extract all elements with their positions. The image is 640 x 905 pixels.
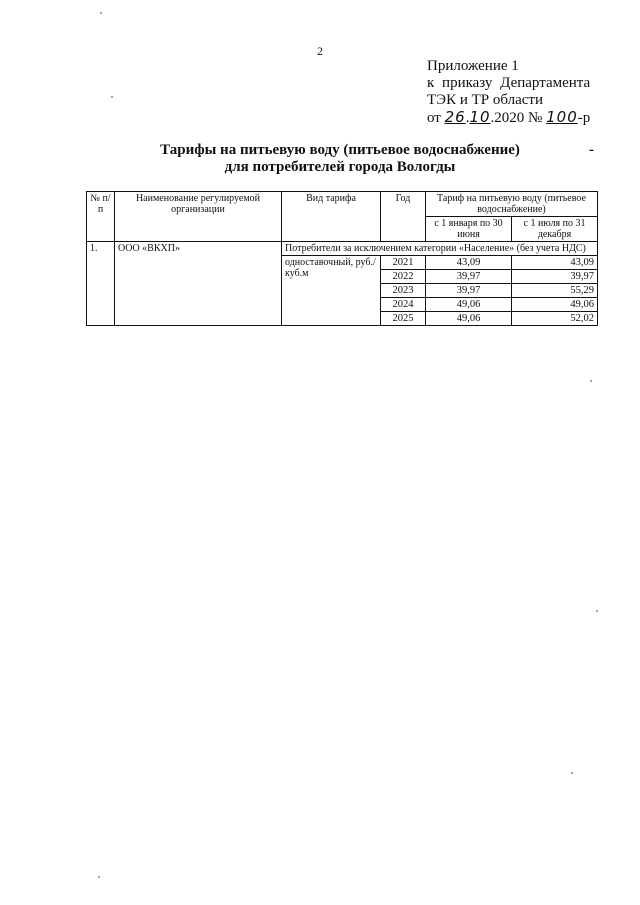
- consumer-category: Потребители за исключением категории «Население» (без учета НДС): [282, 242, 598, 256]
- year-cell: 2021: [381, 256, 426, 270]
- organization-name: ООО «ВКХП»: [115, 242, 282, 326]
- title-line-2: для потребителей города Вологды: [224, 159, 456, 175]
- title-line-1: Тарифы на питьевую воду (питьевое водоснабжение): [160, 142, 520, 158]
- scan-speck: [590, 380, 592, 382]
- date-separator: .: [465, 110, 470, 126]
- tariff-first-half: 49,06: [426, 298, 512, 312]
- scan-speck: [571, 772, 573, 774]
- date-month: 10: [469, 108, 491, 126]
- header-org: Наименование регулируемой организации: [115, 192, 282, 242]
- header-period-2: с 1 июля по 31 декабря: [512, 217, 598, 242]
- header-tariff: Тариф на питьевую воду (питьевое водоснабжение): [426, 192, 598, 217]
- header-type: Вид тарифа: [282, 192, 381, 242]
- appendix-department: ТЭК и ТР области: [427, 92, 543, 108]
- order-suffix: -р: [577, 110, 591, 126]
- date-prefix: от: [427, 110, 441, 126]
- scan-speck: [98, 876, 100, 878]
- year-cell: 2024: [381, 298, 426, 312]
- title-mark: -: [589, 142, 594, 158]
- row-number: 1.: [87, 242, 115, 326]
- tariff-second-half: 39,97: [512, 270, 598, 284]
- header-row: [87, 192, 598, 217]
- header-num: № п/п: [87, 192, 115, 242]
- tariff-second-half: 52,02: [512, 312, 598, 326]
- document-title: [60, 142, 620, 176]
- tariff-second-half: 55,29: [512, 284, 598, 298]
- date-year-and-number-sign: .2020 №: [490, 110, 543, 126]
- appendix-order-ref: к приказу Департамента: [427, 75, 591, 91]
- appendix-block: [427, 58, 627, 127]
- tariff-second-half: 43,09: [512, 256, 598, 270]
- tariff-first-half: 43,09: [426, 256, 512, 270]
- header-period-1: с 1 января по 30 июня: [426, 217, 512, 242]
- scan-speck: [100, 12, 102, 14]
- tariff-first-half: 39,97: [426, 270, 512, 284]
- tariff-table: [86, 191, 598, 326]
- appendix-date-line: [427, 109, 627, 127]
- page-number: 2: [317, 44, 323, 58]
- category-row: [87, 242, 598, 256]
- year-cell: 2023: [381, 284, 426, 298]
- tariff-first-half: 49,06: [426, 312, 512, 326]
- year-cell: 2022: [381, 270, 426, 284]
- header-year: Год: [381, 192, 426, 242]
- scan-speck: [596, 610, 598, 612]
- appendix-title: Приложение 1: [427, 58, 519, 74]
- scan-speck: [111, 96, 113, 98]
- tariff-type: одноставочный, руб./куб.м: [282, 256, 381, 326]
- tariff-first-half: 39,97: [426, 284, 512, 298]
- tariff-second-half: 49,06: [512, 298, 598, 312]
- order-number: 100: [546, 108, 578, 126]
- year-cell: 2025: [381, 312, 426, 326]
- date-day: 26: [444, 108, 466, 126]
